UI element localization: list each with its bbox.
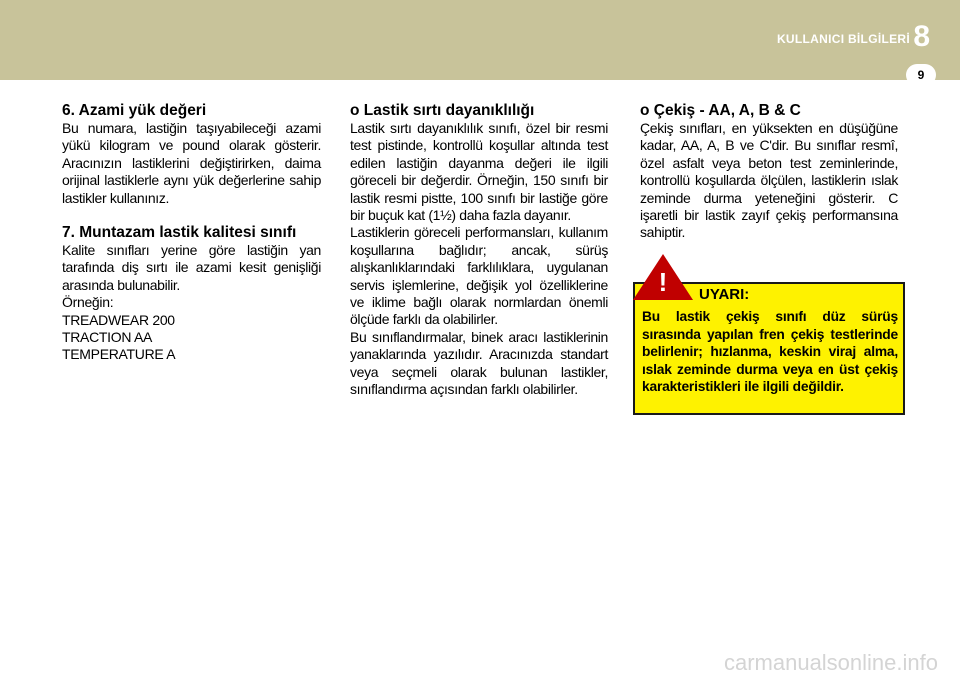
- paragraph-treadwear-3: Bu sınıflandırmalar, binek aracı lastiklerinin yanaklarında yazılıdır. Aracınızda standart veya seçmeli olarak bulunan lastikler, sınıflandırma açısından farklı olabilirler.: [350, 328, 608, 398]
- paragraph-traction: Çekiş sınıfları, en yüksekten en düşüğüne kadar, AA, A, B ve C'dir. Bu sınıflar resmî, özel asfalt veya beton test zeminlerinde, kontrollü koşullarda ölçülen, lastiklerin ıslak zeminde durma yeteneğini gösterir. C işaretli bir lastik zayıf çekiş performansına sahiptir.: [640, 120, 898, 241]
- example-line-treadwear: TREADWEAR 200: [62, 311, 175, 328]
- chapter-number: 8: [913, 20, 930, 53]
- example-line-traction: TRACTION AA: [62, 329, 153, 346]
- heading-max-load: 6. Azami yük değeri: [62, 102, 207, 119]
- example-label: Örneğin:: [62, 294, 114, 311]
- heading-treadwear: o Lastik sırtı dayanıklılığı: [350, 102, 535, 119]
- example-line-temperature: TEMPERATURE A: [62, 346, 176, 363]
- column-middle: [350, 101, 608, 399]
- exclamation-icon: !: [658, 267, 668, 297]
- heading-quality-grade: 7. Muntazam lastik kalitesi sınıfı: [62, 224, 297, 242]
- heading-traction: o Çekiş - AA, A, B & C: [640, 102, 801, 119]
- page-number: 9: [906, 64, 936, 86]
- paragraph-quality-grade: Kalite sınıfları yerine göre lastiğin yan tarafında diş sırtı ile azami kesit genişliği arasında bulunabilir.: [62, 242, 321, 293]
- watermark: carmanualsonline.info: [723, 650, 938, 675]
- column-right: [640, 101, 898, 242]
- paragraph-treadwear-1: Lastik sırtı dayanıklılık sınıfı, özel bir resmi test pistinde, kontrollü koşullar altında test edilen lastiğin dayanma değeri ile ilgili göreceli bir değerdir. Örneğin, 150 sınıfı bir lastik resmi pistte, 100 sınıfı bir lastiğe göre bir buçuk kat (1½) daha fazla dayanır.: [350, 120, 608, 224]
- warning-title: UYARI:: [699, 286, 750, 303]
- section-name: KULLANICI BİLGİLERİ: [776, 32, 910, 46]
- warning-text: Bu lastik çekiş sınıfı düz sürüş sırasında yapılan fren çekiş testlerinde belirlenir; hızlanma, keskin viraj alma, ıslak zeminde durma veya en üst çekiş karakteristikleri ile ilgili değildir.: [642, 309, 898, 394]
- column-left: [62, 101, 321, 364]
- paragraph-treadwear-2: Lastiklerin göreceli performansları, kullanım koşullarına bağlıdır; ancak, sürüş alışkanlıklarındaki farklılıklara, uygulanan servis işlemlerine, değişik yol özelliklerine ve iklime bağlı olarak normlardan önemli ölçüde farklı da olabilirler.: [350, 224, 608, 328]
- paragraph-max-load: Bu numara, lastiğin taşıyabileceği azami yükü kilogram ve pound olarak gösterir. Aracınızın lastiklerini değiştirirken, daima orijinal lastiklerle aynı yük değerlerine sahip lastikler kullanınız.: [62, 120, 321, 206]
